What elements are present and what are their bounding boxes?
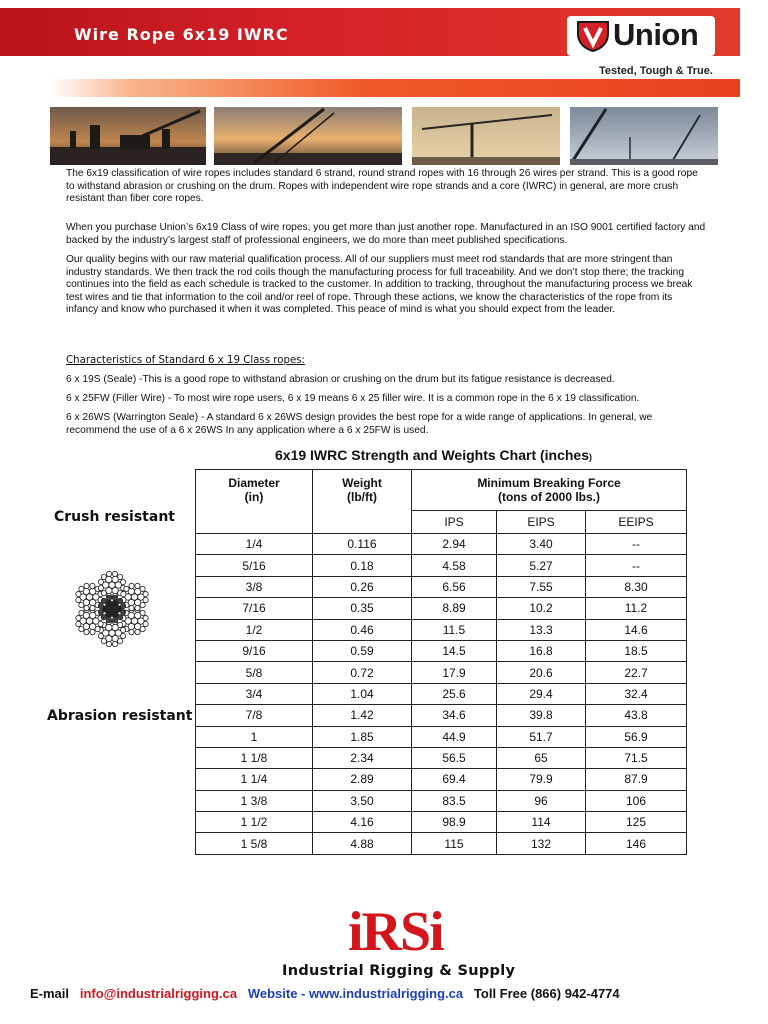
table-row — [196, 833, 687, 854]
cell-eeips: -- — [586, 555, 687, 576]
cell-eips: 7.55 — [497, 576, 586, 597]
cell-eeips: 43.8 — [586, 705, 687, 726]
table-row — [196, 598, 687, 619]
chart-title-text: 6x19 IWRC Strength and Weights Chart (inches — [275, 447, 590, 463]
table-row — [196, 769, 687, 790]
crush-resistant-label: Crush resistant — [54, 509, 175, 525]
cell-diameter: 5/8 — [196, 662, 313, 683]
union-shield-icon — [576, 20, 610, 52]
cell-eips: 16.8 — [497, 640, 586, 661]
cell-ips: 4.58 — [412, 555, 497, 576]
cell-ips: 17.9 — [412, 662, 497, 683]
table-row — [196, 576, 687, 597]
cell-ips: 14.5 — [412, 640, 497, 661]
irsi-logo: iRSi — [348, 901, 443, 963]
cell-diameter: 1 3/8 — [196, 790, 313, 811]
chart-title — [275, 447, 592, 463]
table-row — [196, 683, 687, 704]
cell-diameter: 7/8 — [196, 705, 313, 726]
intro-paragraph-2: When you purchase Union’s 6x19 Class of wire ropes, you get more than just another rope. Manufactured in an ISO 9001 certified factory and backed by the industry’s largest staff of professional engineers, we do more than meet published specifications. — [66, 222, 706, 246]
photo-industrial-sunset — [50, 107, 206, 165]
photo-crane-sunset — [214, 107, 402, 165]
cell-eeips: 56.9 — [586, 726, 687, 747]
header-ips: IPS — [412, 511, 497, 534]
header-weight-unit: (lb/ft) — [347, 490, 377, 504]
cell-diameter: 1 5/8 — [196, 833, 313, 854]
cell-diameter: 1 1/2 — [196, 812, 313, 833]
cell-eips: 39.8 — [497, 705, 586, 726]
cell-eeips: 8.30 — [586, 576, 687, 597]
header-mbf-label: Minimum Breaking Force — [477, 476, 621, 490]
cell-eeips: 11.2 — [586, 598, 687, 619]
cell-diameter: 1 — [196, 726, 313, 747]
cell-diameter: 1 1/8 — [196, 747, 313, 768]
footer-toll-free: Toll Free (866) 942-4774 — [473, 986, 620, 1001]
cell-weight: 1.04 — [313, 683, 412, 704]
cell-ips: 25.6 — [412, 683, 497, 704]
cell-eeips: 14.6 — [586, 619, 687, 640]
cell-eips: 5.27 — [497, 555, 586, 576]
cell-weight: 4.88 — [313, 833, 412, 854]
cell-eeips: -- — [586, 534, 687, 555]
cell-weight: 3.50 — [313, 790, 412, 811]
cell-eeips: 22.7 — [586, 662, 687, 683]
table-row — [196, 747, 687, 768]
characteristic-item-warrington-seale: 6 x 26WS (Warrington Seale) - A standard 6 x 26WS design provides the best rope for a wide range of applications. In general, we recommend the use of a 6 x 26WS In any application where a 6 x 25FW is used. — [66, 412, 653, 436]
document-title: Wire Rope 6x19 IWRC — [74, 25, 289, 44]
cell-weight: 0.46 — [313, 619, 412, 640]
header-mbf-unit: (tons of 2000 lbs.) — [497, 490, 601, 504]
cell-diameter: 1/4 — [196, 534, 313, 555]
characteristic-item-filler-wire: 6 x 25FW (Filler Wire) - To most wire rope users, 6 x 19 means 6 x 25 filler wire. It is a common rope in the 6 x 19 classification. — [66, 393, 640, 404]
union-brand-name: Union — [613, 17, 699, 52]
intro-paragraph-3: Our quality begins with our raw material qualification process. All of our suppliers must meet rod standards that are more stringent than industry standards. We then track the rod coils though the manufacturing process for full traceability. And we don’t stop there; the tracking continues into the field as each schedule is tracked to the customer. In addition to tracking, throughout the manufacturing process we break test wires and tie that information to the coil and/or reel of rope. Through these actions, we know the characteristics of the rope from its infancy and know who purchased it when it was completed. This peace of mind is what you should expect from the leader. — [66, 254, 693, 316]
cell-weight: 4.16 — [313, 812, 412, 833]
cell-eeips: 71.5 — [586, 747, 687, 768]
cell-ips: 69.4 — [412, 769, 497, 790]
cell-ips: 115 — [412, 833, 497, 854]
footer-contact-line — [30, 986, 620, 1001]
cell-weight: 1.42 — [313, 705, 412, 726]
cell-diameter: 7/16 — [196, 598, 313, 619]
cell-eips: 3.40 — [497, 534, 586, 555]
table-row — [196, 619, 687, 640]
cell-eips: 114 — [497, 812, 586, 833]
table-body — [196, 534, 687, 855]
footer-company-name: Industrial Rigging & Supply — [282, 963, 516, 979]
cell-ips: 98.9 — [412, 812, 497, 833]
cell-eips: 96 — [497, 790, 586, 811]
characteristics-heading: Characteristics of Standard 6 x 19 Class ropes: — [66, 355, 305, 366]
cell-eips: 13.3 — [497, 619, 586, 640]
cell-eeips: 32.4 — [586, 683, 687, 704]
photo-cranes-sky — [570, 107, 718, 165]
cell-eips: 29.4 — [497, 683, 586, 704]
cell-weight: 0.18 — [313, 555, 412, 576]
cell-eips: 10.2 — [497, 598, 586, 619]
cell-eeips: 18.5 — [586, 640, 687, 661]
cell-eeips: 106 — [586, 790, 687, 811]
cell-eips: 132 — [497, 833, 586, 854]
cell-ips: 56.5 — [412, 747, 497, 768]
table-row — [196, 640, 687, 661]
cell-eeips: 146 — [586, 833, 687, 854]
cell-diameter: 3/8 — [196, 576, 313, 597]
cell-diameter: 9/16 — [196, 640, 313, 661]
footer-email-label: E-mail — [30, 986, 70, 1001]
header-diameter-label: Diameter — [228, 476, 280, 490]
cell-weight: 1.85 — [313, 726, 412, 747]
cell-ips: 11.5 — [412, 619, 497, 640]
cell-eips: 20.6 — [497, 662, 586, 683]
cell-eips: 51.7 — [497, 726, 586, 747]
cell-diameter: 3/4 — [196, 683, 313, 704]
cell-weight: 0.26 — [313, 576, 412, 597]
intro-paragraph-1: The 6x19 classification of wire ropes includes standard 6 strand, round strand ropes with 16 through 26 wires per strand. This is a good rope to withstand abrasion or crushing on the drum. Ropes with independent wire rope strands and a core (IWRC) in general, are more crush resistant than fiber core ropes. — [66, 168, 698, 205]
header-min-breaking-force — [412, 470, 687, 511]
cell-weight: 0.35 — [313, 598, 412, 619]
header-eeips: EEIPS — [586, 511, 687, 534]
header-weight — [313, 470, 412, 534]
cell-eips: 65 — [497, 747, 586, 768]
footer-website-link[interactable]: Website - www.industrialrigging.ca — [247, 986, 464, 1001]
accent-strip — [50, 79, 740, 97]
photo-tower-crane — [412, 107, 560, 165]
cell-ips: 44.9 — [412, 726, 497, 747]
cell-weight: 2.89 — [313, 769, 412, 790]
cell-diameter: 1 1/4 — [196, 769, 313, 790]
table-row — [196, 812, 687, 833]
characteristic-item-seale: 6 x 19S (Seale) -This is a good rope to withstand abrasion or crushing on the drum but its fatigue resistance is decreased. — [66, 374, 615, 385]
cell-ips: 34.6 — [412, 705, 497, 726]
cell-ips: 6.56 — [412, 576, 497, 597]
table-row — [196, 555, 687, 576]
footer-email-link[interactable]: info@industrialrigging.ca — [79, 986, 237, 1001]
wire-rope-cross-section-icon — [66, 569, 158, 649]
header-eips: EIPS — [497, 511, 586, 534]
cell-ips: 83.5 — [412, 790, 497, 811]
cell-eips: 79.9 — [497, 769, 586, 790]
table-row — [196, 662, 687, 683]
header-diameter-unit: (in) — [244, 490, 264, 504]
cell-weight: 0.59 — [313, 640, 412, 661]
cell-weight: 2.34 — [313, 747, 412, 768]
cell-diameter: 5/16 — [196, 555, 313, 576]
cell-eeips: 125 — [586, 812, 687, 833]
cell-ips: 2.94 — [412, 534, 497, 555]
cell-ips: 8.89 — [412, 598, 497, 619]
cell-weight: 0.72 — [313, 662, 412, 683]
chart-title-paren: ) — [589, 452, 593, 462]
header-weight-label: Weight — [342, 476, 382, 490]
cell-eeips: 87.9 — [586, 769, 687, 790]
union-tagline: Tested, Tough & True. — [599, 65, 713, 77]
table-row — [196, 726, 687, 747]
strength-weight-table — [195, 469, 687, 855]
table-row — [196, 534, 687, 555]
cell-diameter: 1/2 — [196, 619, 313, 640]
abrasion-resistant-label: Abrasion resistant — [47, 708, 193, 724]
table-row — [196, 790, 687, 811]
table-row — [196, 705, 687, 726]
header-diameter — [196, 470, 313, 534]
cell-weight: 0.116 — [313, 534, 412, 555]
